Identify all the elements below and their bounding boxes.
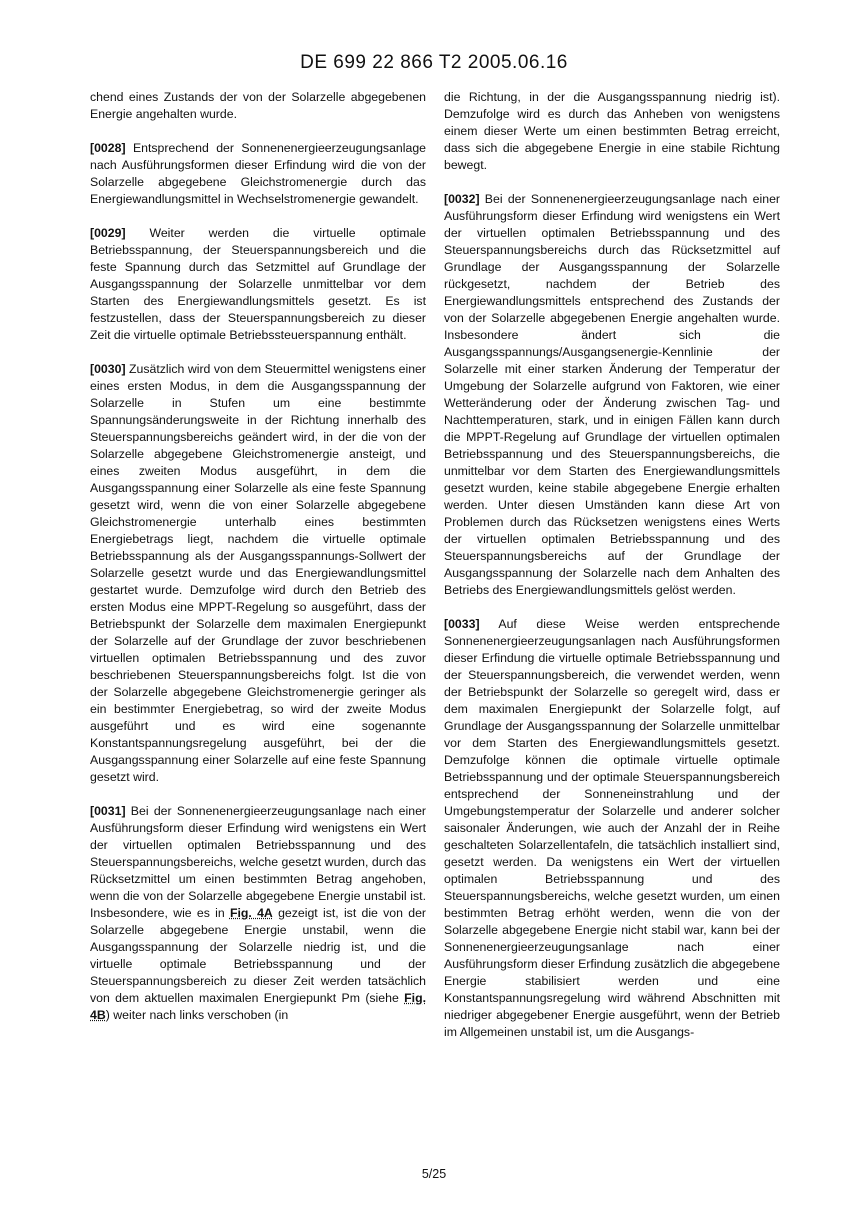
paragraph-0033 (444, 616, 780, 1041)
page-number: 5/25 (421, 1167, 447, 1181)
paragraph-0032 (444, 191, 780, 599)
right-column (444, 89, 780, 1058)
paragraph-0028 (90, 140, 426, 208)
paragraph-text: Entsprechend der Sonnenenergieerzeugungsanlage nach Ausführungsformen dieser Erfindung wird die von der Solarzelle abgegebene Gleichstromenergie durch das Energiewandlungsmittel in Wechselstromenergie gewandelt. (90, 141, 426, 206)
paragraph-text: gezeigt ist, ist die von der Solarzelle abgegebene Energie unstabil, wenn die Ausgangsspannung der Solarzelle niedrig ist, und die virtuelle optimale Betriebsspannung und der Steuerspannungsbereich zu dieser Zeit werden tatsächlich von dem aktuellen maximalen Energiepunkt Pm (siehe (90, 906, 427, 1005)
paragraph-0031 (90, 803, 426, 1024)
paragraph-0030 (90, 361, 426, 786)
left-column (90, 89, 426, 1041)
paragraph-text: Auf diese Weise werden entsprechende Sonnenenergieerzeugungsanlagen nach Ausführungsformen dieser Erfindung die virtuelle optimale Betriebsspannung und der Steuerspannungsbereich, die verwendet werden, wenn der Betriebspunkt der Solarzelle so geregelt wird, dass er dem maximalen Energiepunkt der Solarzelle folgt, auf Grundlage der Ausgangsspannung der Solarzelle unmittelbar vor dem Starten des Energiewandlungsmittels gesetzt. Demzufolge können die optimale virtuelle optimale Betriebsspannung und der optimale Steuerspannungsbereich entsprechend der Sonneneinstrahlung und der Umgebungstemperatur der Solarzelle und anderer solcher saisonaler Änderungen, wie auch der Anzahl der in Reihe geschalteten Solarzellentafeln, die tatsächlich installiert sind, gesetzt werden. Da wenigstens ein Wert der virtuellen optimalen Betriebsspannung und des Steuerspannungsbereichs, welche gesetzt wurden, um einen bestimmten Betrag erhöht werden, wenn die von der Solarzelle abgegebene Energie nicht stabil war, kann bei der Sonnenenergieerzeugungsanlage nach einer Ausführungsform dieser Erfindung zusätzlich die abgegebene Energie stabilisiert werden und eine Konstantspannungsregelung wird während Abschnitten mit niedriger abgegebener Energie ausgeführt, wenn der Betrieb im Allgemeinen unstabil ist, um die Ausgangs- (444, 617, 780, 1039)
paragraph-continuation: chend eines Zustands der von der Solarzelle abgegebenen Energie angehalten wurde. (90, 90, 426, 121)
figure-link-4b[interactable]: Fig. 4B (90, 991, 426, 1022)
paragraph-number: [0029] (90, 226, 126, 240)
paragraph-text: Bei der Sonnenenergieerzeugungsanlage nach einer Ausführungsform dieser Erfindung wird wenigstens ein Wert der virtuellen optimalen Betriebsspannung und des Steuerspannungsbereichs durch das Rücksetzmittel auf Grundlage der Ausgangsspannung der Solarzelle rückgesetzt, nachdem der Betrieb des Energiewandlungsmittels entsprechend des Zustands der von der Solarzelle abgegebenen Energie angehalten wurde. Insbesondere ändert sich die Ausgangsspannungs/Ausgangsenergie-Kennlinie der Solarzelle mit einer starken Änderung der Temperatur der Umgebung der Solarzelle aufgrund von Faktoren, wie einer Wetteränderung oder der Änderung zwischen Tag- und Nachttemperaturen, stark, und in einigen Fällen kann durch die MPPT-Regelung auf Grundlage der virtuellen optimalen Betriebsspannung und des Steuerspannungsbereichs, die unmittelbar vor dem Starten des Energiewandlungsmittels gesetzt wurden, keine stabile abgegebene Energie erhalten werden. Unter diesen Umständen kann diese Art von Problemen durch das Rücksetzen wenigstens eines Werts der virtuellen optimalen Betriebsspannung und des Steuerspannungsbereichs auf der Grundlage der Ausgangsspannung der Solarzelle nach dem Anhalten des Betriebs des Energiewandlungsmittels gelöst werden. (444, 192, 780, 597)
paragraph-text: Bei der Sonnenenergieerzeugungsanlage nach einer Ausführungsform dieser Erfindung wird wenigstens ein Wert der virtuellen optimalen Betriebsspannung und des Steuerspannungsbereichs, welche gesetzt wurden, durch das Rücksetzmittel um einen bestimmten Betrag angehoben, wenn die von der Solarzelle abgegebene Energie unstabil ist. Insbesondere, wie es in (90, 804, 426, 920)
paragraph-number: [0033] (444, 617, 480, 631)
paragraph-continuation: die Richtung, in der die Ausgangsspannung niedrig ist). Demzufolge wird es durch das Anheben von wenigstens einem dieser Werte um einen bestimmten Betrag erreicht, dass sich die abgegebene Energie in eine stabile Richtung bewegt. (444, 90, 780, 172)
paragraph-text: Zusätzlich wird von dem Steuermittel wenigstens einer eines ersten Modus, in dem die Ausgangsspannung der Solarzelle in Stufen um eine bestimmte Spannungsänderungsweite in der Richtung innerhalb des Steuerspannungsbereichs geändert wird, in der die von der Solarzelle abgegebene Gleichstromenergie ansteigt, und eines zweiten Modus ausgeführt, in dem die Ausgangsspannung einer Solarzelle als eine feste Spannung gesetzt wird, wenn die von einer Solarzelle abgegebene Gleichstromenergie unterhalb eines bestimmten Energiebetrags liegt, nachdem die virtuelle optimale Betriebsspannung als der Ausgangsspannungs-Sollwert der Solarzelle gesetzt wurde und das Energiewandlungsmittel gestartet wurde. Demzufolge wird durch den Betrieb des ersten Modus eine MPPT-Regelung so ausgeführt, dass der Betriebspunkt der Solarzelle dem maximalen Energiepunkt der Solarzelle auf der Grundlage der zuvor beschriebenen virtuellen optimalen Betriebsspannung und des zuvor beschriebenen Steuerspannungsbereichs folgt. Ist die von der Solarzelle abgegebene Gleichstromenergie geringer als ein bestimmter Energiebetrag, so wird der zweite Modus ausgeführt und es wird eine sogenannte Konstantspannungsregelung ausgeführt, bei der die Ausgangsspannung einer Solarzelle auf eine feste Spannung gesetzt wird. (90, 362, 426, 784)
paragraph-text: ) weiter nach links verschoben (in (105, 1008, 289, 1022)
paragraph-text: Weiter werden die virtuelle optimale Betriebsspannung, der Steuerspannungsbereich und die feste Spannung durch das Setzmittel auf Grundlage der Ausgangsspannung der Solarzelle unmittelbar vor dem Starten des Energiewandlungsmittels gesetzt. Es ist festzustellen, dass der Steuerspannungsbereich zu dieser Zeit die virtuelle optimale Betriebssteuerspannung enthält. (90, 226, 426, 342)
paragraph-number: [0032] (444, 192, 480, 206)
page-header: DE 699 22 866 T2 2005.06.16 (300, 52, 568, 73)
paragraph-0029 (90, 225, 426, 344)
paragraph-number: [0030] (90, 362, 126, 376)
figure-link-4a[interactable]: Fig. 4A (229, 906, 273, 920)
paragraph-number: [0028] (90, 141, 126, 155)
paragraph-number: [0031] (90, 804, 126, 818)
